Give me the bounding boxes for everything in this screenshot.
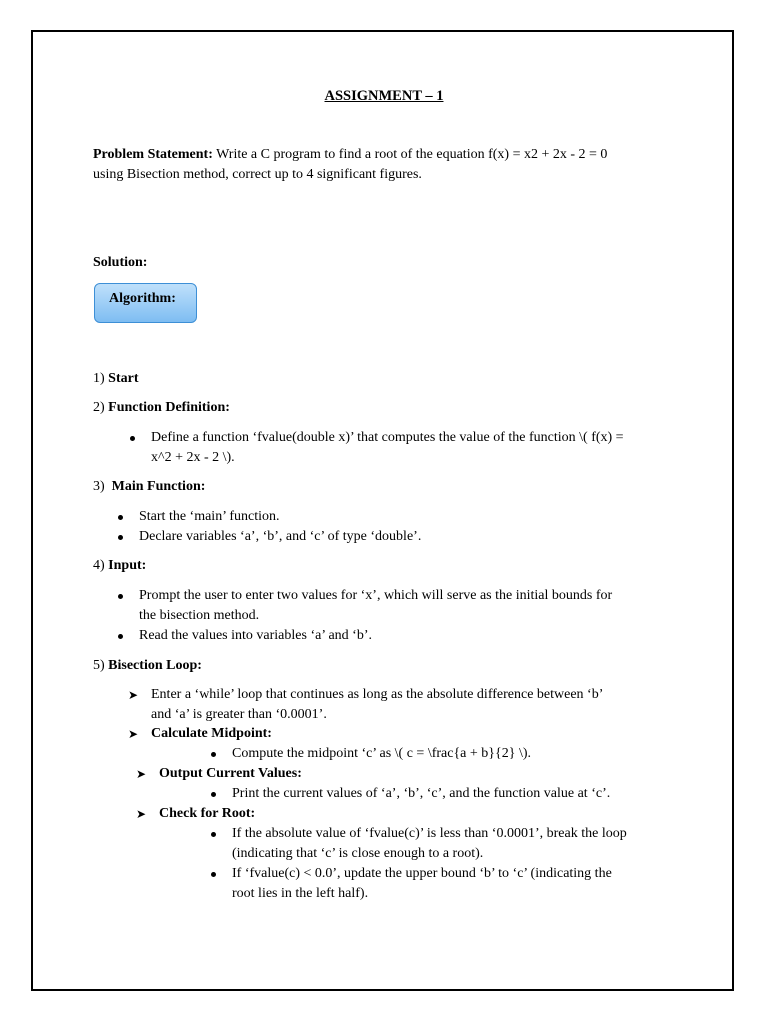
step-5-item-4-bullet-2-line-1: If ‘fvalue(c) < 0.0’, update the upper bound ‘b’ to ‘c’ (indicating the: [232, 866, 612, 881]
step-5-item-4-bullet-1-line-2: (indicating that ‘c’ is close enough to a root).: [232, 846, 484, 861]
bullet-dot: [211, 792, 216, 797]
step-5-number: 5): [93, 658, 109, 673]
step-5-item-1: [151, 685, 671, 725]
step-4-bullet-1-line-1: Prompt the user to enter two values for ‘x’, which will serve as the initial bounds for: [139, 588, 613, 603]
step-5-item-1-line-2: and ‘a’ is greater than ‘0.0001’.: [151, 707, 327, 722]
step-3-number: 3): [93, 479, 112, 494]
step-2: [93, 398, 693, 418]
arrow-bullet-icon: ➤: [136, 807, 147, 821]
step-5-item-4-bullet-1: [232, 824, 682, 864]
step-4-number: 4): [93, 558, 109, 573]
step-2-bullet-1-line-2: x^2 + 2x - 2 \).: [151, 450, 235, 465]
step-2-bullet-1: [151, 428, 691, 468]
solution-heading: [93, 253, 693, 273]
algorithm-box: Algorithm:: [94, 283, 197, 323]
step-5-item-4: [159, 804, 719, 824]
step-2-title: Function Definition:: [108, 400, 230, 415]
problem-line-1: [93, 145, 693, 165]
step-3: [93, 477, 693, 497]
step-1-title: Start: [108, 371, 139, 386]
step-5: [93, 656, 693, 676]
solution-label: Solution:: [93, 255, 148, 270]
output-current-values-label: Output Current Values:: [159, 766, 302, 781]
bullet-dot: [118, 515, 123, 520]
step-5-item-2-bullet-1: Compute the midpoint ‘c’ as \( c = \frac{a + b}{2} \).: [232, 746, 531, 761]
bullet-dot: [118, 634, 123, 639]
problem-text: Write a C program to find a root of the equation f(x) = x2 + 2x - 2 = 0: [212, 147, 608, 162]
bullet-dot: [118, 535, 123, 540]
bullet-dot: [211, 832, 216, 837]
step-5-title: Bisection Loop:: [108, 658, 202, 673]
step-2-number: 2): [93, 400, 109, 415]
step-3-bullet-2: Declare variables ‘a’, ‘b’, and ‘c’ of type ‘double’.: [139, 529, 422, 544]
arrow-bullet-icon: ➤: [128, 688, 139, 702]
step-1-number: 1): [93, 371, 109, 386]
step-5-item-2: [151, 724, 711, 744]
step-5-item-4-bullet-2: [232, 864, 682, 904]
step-5-item-3-bullet-1: Print the current values of ‘a’, ‘b’, ‘c’, and the function value at ‘c’.: [232, 786, 611, 801]
calculate-midpoint-label: Calculate Midpoint:: [151, 726, 272, 741]
arrow-bullet-icon: ➤: [128, 727, 139, 741]
problem-line-2: using Bisection method, correct up to 4 significant figures.: [93, 167, 422, 182]
step-3-title: Main Function:: [111, 479, 206, 494]
step-4-bullet-1-line-2: the bisection method.: [139, 608, 260, 623]
bullet-dot: [118, 594, 123, 599]
step-4-bullet-2: Read the values into variables ‘a’ and ‘b’.: [139, 628, 372, 643]
problem-label: Problem Statement:: [93, 147, 213, 162]
step-2-bullet-1-line-1: Define a function ‘fvalue(double x)’ that computes the value of the function \( f(x) =: [151, 430, 624, 445]
step-5-item-4-bullet-2-line-2: root lies in the left half).: [232, 886, 369, 901]
step-4-title: Input:: [108, 558, 147, 573]
step-1: [93, 369, 693, 389]
bullet-dot: [211, 752, 216, 757]
step-3-bullet-1: Start the ‘main’ function.: [139, 509, 280, 524]
check-for-root-label: Check for Root:: [159, 806, 256, 821]
bullet-dot: [130, 436, 135, 441]
step-5-item-4-bullet-1-line-1: If the absolute value of ‘fvalue(c)’ is less than ‘0.0001’, break the loop: [232, 826, 627, 841]
arrow-bullet-icon: ➤: [136, 767, 147, 781]
step-4: [93, 556, 693, 576]
problem-statement: [93, 145, 693, 185]
step-5-item-1-line-1: Enter a ‘while’ loop that continues as long as the absolute difference between ‘b’: [151, 687, 604, 702]
document-title: ASSIGNMENT – 1: [324, 88, 444, 104]
bullet-dot: [211, 872, 216, 877]
step-5-item-3: [159, 764, 719, 784]
step-4-bullet-1: [139, 586, 684, 626]
